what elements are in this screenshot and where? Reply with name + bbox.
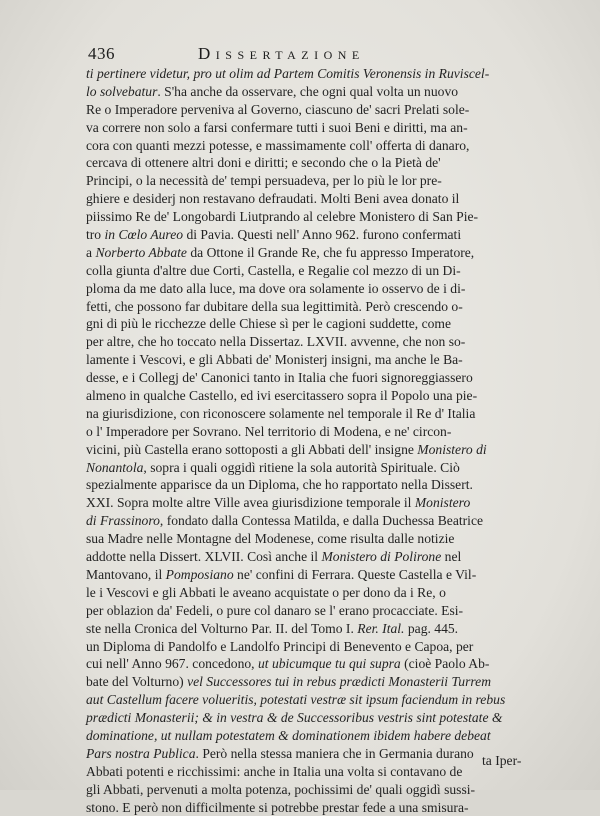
italic-text: Nonantola (86, 459, 144, 475)
text-line (86, 405, 554, 423)
italic-text: in Cœlo Aureo (104, 227, 184, 243)
page-number: 436 (88, 44, 115, 63)
catchword: ta Iper- (482, 753, 522, 768)
roman-text: un Diploma di Pandolfo e Landolfo Principi di Benevento e Capoa, per (86, 638, 474, 654)
italic-text: Pars nostra Publica (86, 745, 196, 761)
running-title: Dissertazione (198, 44, 365, 63)
roman-text: da Ottone il Grande Re, che fu appresso Imperatore, (186, 244, 475, 260)
roman-text: fetti, che possono far dubitare della sua legittimità. Però crescendo o- (86, 298, 463, 314)
italic-text: ut ubicumque tu qui supra (257, 656, 401, 672)
text-line (86, 119, 554, 137)
italic-text: Monistero di Polirone (321, 549, 442, 565)
text-line (86, 387, 554, 405)
text-line (86, 244, 554, 262)
italic-text: Pomposiano (165, 566, 234, 582)
roman-text: sua Madre nelle Montagne del Modenese, come risulta dalle notizie (86, 531, 455, 547)
roman-text: XXI. Sopra molte altre Ville avea giurisdizione temporale il (86, 495, 415, 511)
text-line (86, 83, 554, 101)
roman-text: va correre non solo a farsi confermare tutti i suoi Beni e diritti, ma an- (86, 119, 468, 135)
text-line (86, 530, 554, 548)
text-line (86, 548, 554, 566)
text-line (86, 280, 554, 298)
roman-text: per oblazion da' Fedeli, o pure col danaro se l' erano procacciate. Esi- (86, 602, 464, 618)
text-line (86, 727, 554, 745)
text-line (86, 262, 554, 280)
text-line (86, 441, 554, 459)
roman-text: Principi, o la necessità de' tempi persuadeva, per lo più le lor pre- (86, 173, 442, 189)
text-line (86, 620, 554, 638)
text-line (86, 208, 554, 226)
text-line (86, 799, 554, 816)
italic-text: Monistero di (417, 441, 487, 457)
roman-text: pag. 445. (404, 620, 459, 636)
text-line (86, 584, 554, 602)
roman-text: Abbati potenti e ricchissimi: anche in Italia una volta si contavano de (86, 763, 463, 779)
roman-text: ste nella Cronica del Volturno Par. II. del Tomo I. (86, 620, 358, 636)
roman-text: nel (441, 549, 462, 565)
roman-text: spezialmente apparisce da un Diploma, che ho rapportato nella Dissert. (86, 477, 473, 493)
roman-text: na giurisdizione, con riconoscere solamente nel temporale il Re d' Italia (86, 405, 476, 421)
text-line (86, 602, 554, 620)
text-line (86, 673, 554, 691)
roman-text: bate del Volturno) (86, 674, 188, 690)
roman-text: desse, e i Collegj de' Canonici tanto in Italia che fuori signoreggiassero (86, 370, 473, 386)
roman-text: piissimo Re de' Longobardi Liutprando al celebre Monistero di San Pie- (86, 209, 479, 225)
roman-text: le i Vescovi e gli Abbati le aveano acquistate o per dono da i Re, o (86, 584, 446, 600)
roman-text: colla giunta d'altre due Corti, Castella, e Regalie col mezzo di un Di- (86, 262, 461, 278)
text-line (86, 333, 554, 351)
roman-text: a (86, 244, 96, 260)
roman-text: vicini, più Castella erano sottoposti a gli Abbati dell' insigne (86, 441, 418, 457)
roman-text: cercava di ottenere altri doni e diritti; e secondo che o la Pietà de' (86, 155, 441, 171)
roman-text: almeno in qualche Castello, ed ivi esercitassero sopra il Popolo una pie- (86, 388, 478, 404)
italic-text: Rer. Ital. (357, 620, 405, 636)
roman-text: gli Abbati, pervenuti a molta potenza, pochissimi de' quali oggidì sussi- (86, 781, 476, 797)
text-line (86, 369, 554, 387)
roman-text: (cioè Paolo Ab- (400, 656, 490, 672)
text-line (86, 566, 554, 584)
roman-text: o l' Imperadore per Sovrano. Nel territorio di Modena, e ne' circon- (86, 423, 452, 439)
roman-text: di Pavia. Questi nell' Anno 962. furono confermati (183, 227, 462, 243)
text-line (86, 315, 554, 333)
text-line (86, 298, 554, 316)
roman-text: gni di più le ricchezze delle Chiese sì per le cagioni suddette, come (86, 316, 452, 332)
text-line (86, 691, 554, 709)
roman-text: Mantovano, il (86, 566, 166, 582)
roman-text: ploma da me dato alla luce, ma dove ora solamente io osservo de i di- (86, 280, 466, 296)
text-line (86, 459, 554, 477)
roman-text: . S'ha anche da osservare, che ogni qual volta un nuovo (157, 83, 459, 99)
text-line (86, 512, 554, 530)
roman-text: cora con quanti mezzi potesse, e massimamente coll' offerta di danaro, (86, 137, 470, 153)
text-line (86, 476, 554, 494)
roman-text: Re o Imperadore perveniva al Governo, ciascuno de' sacri Prelati sole- (86, 101, 470, 117)
text-line (86, 655, 554, 673)
italic-text: lo solvebatur (86, 83, 158, 99)
text-line (86, 172, 554, 190)
roman-text: , sopra i quali oggidì ritiene la sola autorità Spirituale. Ciò (143, 459, 460, 475)
italic-text: Monistero (414, 495, 471, 511)
text-line (86, 154, 554, 172)
italic-text: aut Castellum facere volueritis, potestati vestræ sit ipsum faciendum in rebus (86, 692, 506, 708)
roman-text: ne' confini di Ferrara. Queste Castella e Vil- (233, 566, 477, 582)
italic-text: di Frassinoro (86, 513, 160, 529)
roman-text: . Però nella stessa maniera che in Germania durano (195, 745, 474, 761)
roman-text: per altre, che ho toccato nella Dissertaz. LXVII. avvenne, che non so- (86, 334, 466, 350)
italic-text: ti pertinere videtur, pro ut olim ad Partem Comitis Veronensis in Ruviscel- (86, 66, 490, 81)
roman-text: stono. E però non difficilmente si potrebbe prestar fede a una smisura- (86, 799, 469, 815)
text-line (86, 65, 554, 83)
roman-text: ghiere e desiderj non restavano defraudati. Molti Beni avea donato il (86, 191, 460, 207)
italic-text: prædicti Monasterii; & in vestra & de Successoribus vestris sint potestate & (86, 710, 503, 726)
text-line (86, 226, 554, 244)
text-line (86, 137, 554, 155)
roman-text: cui nell' Anno 967. concedono, (86, 656, 258, 672)
italic-text: vel Successores tui in rebus prædicti Monasterii Turrem (187, 674, 492, 690)
italic-text: Norberto Abbate (95, 244, 187, 260)
roman-text: lamente i Vescovi, e gli Abbati de' Monisterj insigni, ma anche le Ba- (86, 352, 463, 368)
roman-text: addotte nella Dissert. XLVII. Così anche il (86, 549, 322, 565)
roman-text: , fondato dalla Contessa Matilda, e dalla Duchessa Beatrice (159, 513, 484, 529)
text-line (86, 351, 554, 369)
text-line (86, 423, 554, 441)
italic-text: dominatione, ut nullam potestatem & dominationem ibidem habere debeat (86, 727, 491, 743)
text-line (86, 494, 554, 512)
body-text (86, 65, 554, 816)
text-line (86, 638, 554, 656)
roman-text: tro (86, 227, 105, 243)
text-line (86, 101, 554, 119)
text-line (86, 190, 554, 208)
text-line (86, 709, 554, 727)
